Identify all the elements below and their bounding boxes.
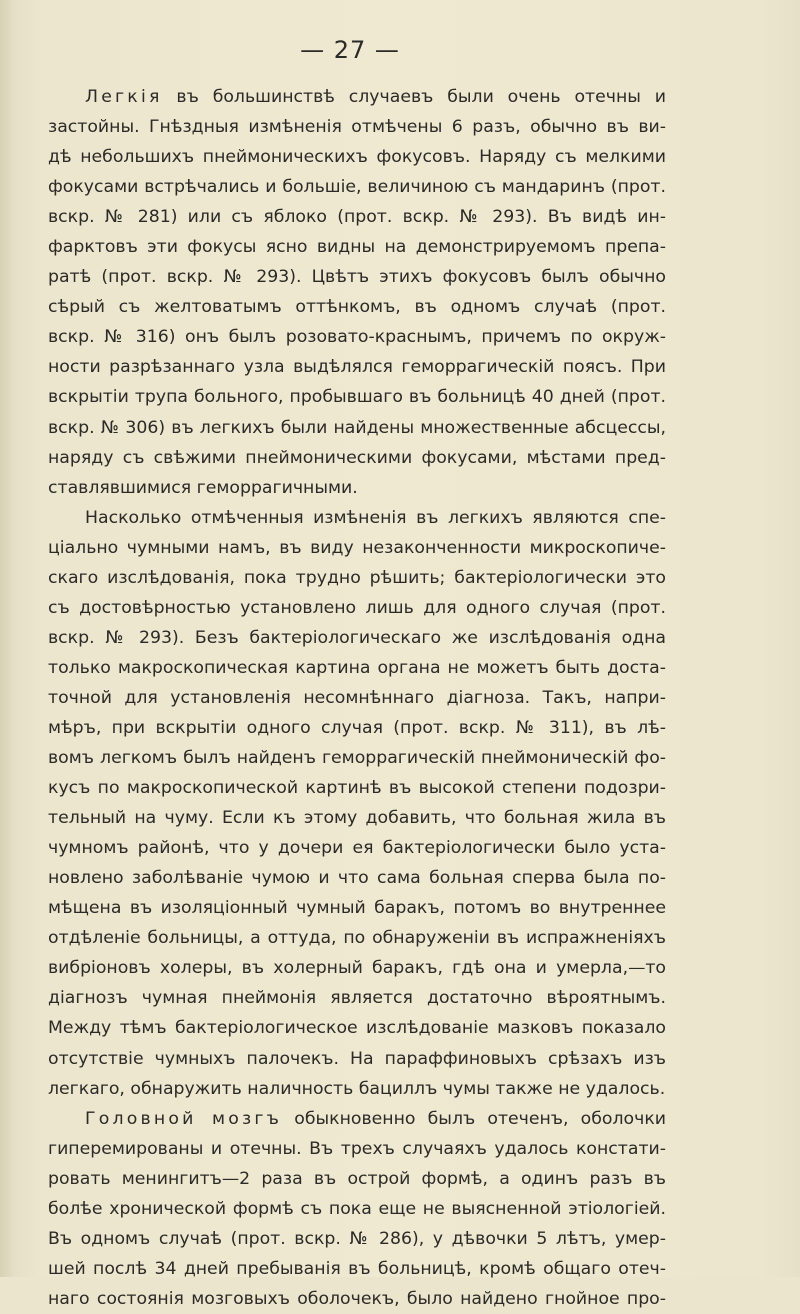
text-line: шей послѣ 34 дней пребыванія въ больницѣ, кромѣ общаго отеч-: [48, 1258, 666, 1279]
text-line: кусъ по макроскопической картинѣ въ высокой степени подозри-: [48, 778, 666, 799]
body-text: [48, 82, 666, 1314]
text-line: дѣ небольшихъ пнеймоническихъ фокусовъ. Наряду съ мелкими: [48, 147, 666, 168]
text-line: ровать менингитъ—2 раза въ острой формѣ, а одинъ разъ въ: [48, 1168, 666, 1189]
text-line: легкаго, обнаружить наличность бациллъ чумы также не удалось.: [48, 1078, 666, 1099]
text-line: съ достовѣрностью установлено лишь для одного случая (прот.: [48, 597, 666, 618]
text-line: отдѣленіе больницы, а оттуда, по обнаруженіи въ испражненіяхъ: [48, 928, 666, 949]
text-line: гиперемированы и отечны. Въ трехъ случаяхъ удалось констати-: [48, 1138, 666, 1159]
text-line: скаго изслѣдованія, пока трудно рѣшить; бактеріологически это: [48, 567, 666, 588]
text-line: вскр. № 281) или съ яблоко (прот. вскр. № 293). Въ видѣ ин-: [48, 207, 666, 228]
text-line: чумномъ районѣ, что у дочери ея бактеріологически было уста-: [48, 838, 666, 859]
text-line: новлено заболѣваніе чумою и что сама больная сперва была по-: [48, 868, 666, 889]
text-line: наго состоянія мозговыхъ оболочекъ, было найдено гнойное про-: [48, 1288, 666, 1309]
emphasized-term: Головной мозгъ: [85, 1108, 283, 1129]
text-line: фарктовъ эти фокусы ясно видны на демонстрируемомъ препа-: [48, 237, 666, 258]
text-line: вомъ легкомъ былъ найденъ геморрагическій пнеймоническій фо-: [48, 748, 666, 769]
text-line: ности разрѣзаннаго узла выдѣлялся геморрагическій поясъ. При: [48, 357, 666, 378]
text-line: Насколько отмѣченныя измѣненія въ легкихъ являются спе-: [85, 507, 666, 528]
text-line: діагнозъ чумная пнеймонія является достаточно вѣроятнымъ.: [48, 988, 666, 1009]
text-line: тельный на чуму. Если къ этому добавить, что больная жила въ: [48, 808, 666, 829]
text-line: ставлявшимися геморрагичными.: [48, 477, 358, 498]
text-line: ціально чумными намъ, въ виду незаконченности микроскопиче-: [48, 537, 666, 558]
text-line: вибріоновъ холеры, въ холерный баракъ, гдѣ она и умерла,—то: [48, 958, 666, 979]
text-line: мѣръ, при вскрытіи одного случая (прот. вскр. № 311), въ лѣ-: [48, 717, 666, 738]
text-line: вскр. № 306) въ легкихъ были найдены множественные абсцессы,: [48, 417, 666, 438]
text-line: Легкія въ большинствѣ случаевъ были очень отечны и: [85, 87, 666, 107]
emphasized-term: Легкія: [85, 87, 163, 107]
text-line: фокусами встрѣчались и большіе, величиною съ мандаринъ (прот.: [48, 177, 666, 198]
text-line: вскр. № 293). Безъ бактеріологическаго же изслѣдованія одна: [48, 627, 666, 648]
text-line: ратѣ (прот. вскр. № 293). Цвѣтъ этихъ фокусовъ былъ обычно: [48, 267, 666, 288]
text-line: отсутствіе чумныхъ палочекъ. На параффиновыхъ срѣзахъ изъ: [48, 1048, 666, 1069]
text-line: вскр. № 316) онъ былъ розовато-краснымъ, причемъ по окруж-: [48, 327, 666, 348]
text-line: Въ одномъ случаѣ (прот. вскр. № 286), у дѣвочки 5 лѣтъ, умер-: [48, 1228, 666, 1249]
text-line: застойны. Гнѣздныя измѣненія отмѣчены 6 разъ, обычно въ ви-: [48, 117, 666, 138]
text-line: только макроскопическая картина органа не можетъ быть доста-: [48, 657, 666, 678]
text-line: Между тѣмъ бактеріологическое изслѣдованіе мазковъ показало: [48, 1018, 666, 1039]
text-line: болѣе хронической формѣ съ пока еще не выясненной этіологіей.: [48, 1198, 666, 1219]
page-number: — 27 —: [300, 36, 400, 64]
text-line: наряду съ свѣжими пнеймоническими фокусами, мѣстами пред-: [48, 447, 666, 468]
text-line: мѣщена въ изоляціонный чумный баракъ, потомъ во внутреннее: [48, 898, 666, 919]
text-line: вскрытіи трупа больного, пробывшаго въ больницѣ 40 дней (прот.: [48, 387, 666, 408]
text-line: Головной мозгъ обыкновенно былъ отеченъ, оболочки: [85, 1108, 666, 1129]
text-line: сѣрый съ желтоватымъ оттѣнкомъ, въ одномъ случаѣ (прот.: [48, 297, 666, 318]
text-line: точной для установленія несомнѣннаго діагноза. Такъ, напри-: [48, 687, 666, 708]
